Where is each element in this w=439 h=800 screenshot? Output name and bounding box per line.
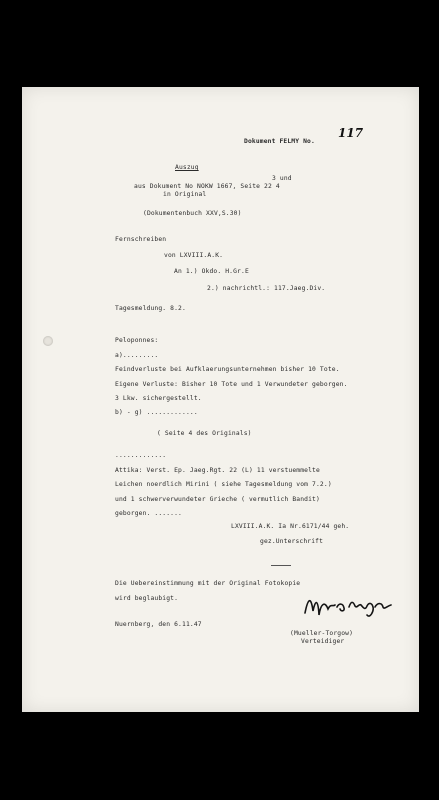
wounded-line: und 1 schwerverwundeter Grieche ( vermutlich Bandit) — [115, 496, 320, 503]
enemy-losses-line: Feindverluste bei Aufklaerungsunternehmen bisher 10 Tote. — [115, 366, 340, 373]
document-label: Dokument FELMY No. — [244, 138, 315, 145]
punch-hole — [43, 336, 53, 346]
handwritten-document-number: 117 — [338, 126, 364, 140]
original-line: in Original — [163, 191, 207, 198]
certification-line-1: Die Uebereinstimmung mit der Original Fotokopie — [115, 580, 301, 587]
item-a-line: a)......... — [115, 352, 159, 359]
own-losses-line: Eigene Verluste: Bisher 10 Tote und 1 Verwundeter geborgen. — [115, 381, 348, 388]
sender-line: von LXVIII.A.K. — [164, 252, 224, 259]
signature-note: gez.Unterschrift — [260, 538, 324, 545]
page-extra-note: 3 und — [272, 175, 292, 182]
copy-recipient-line: 2.) nachrichtl.: 117.Jaeg.Div. — [207, 285, 326, 292]
peloponnes-heading: Peloponnes: — [115, 337, 159, 344]
recovered-line: geborgen. ....... — [115, 510, 182, 517]
dokumentenbuch-line: (Dokumentenbuch XXV,S.30) — [143, 210, 242, 217]
place-date-line: Nuernberg, den 6.11.47 — [115, 621, 202, 628]
fernschreiben-label: Fernschreiben — [115, 236, 167, 243]
source-line: aus Dokument No NOKW 1667, Seite 22 4 — [134, 183, 280, 190]
reference-line: LXVIII.A.K. Ia Nr.6171/44 geh. — [231, 523, 350, 530]
corpses-line: Leichen noerdlich Mirini ( siehe Tagesmeldung vom 7.2.) — [115, 481, 332, 488]
document-title: Auszug — [175, 164, 199, 171]
certification-line-2: wird beglaubigt. — [115, 595, 179, 602]
original-page-note: ( Seite 4 des Originals) — [157, 430, 252, 437]
items-b-g-line: b) - g) ............. — [115, 409, 198, 416]
handwritten-signature — [303, 593, 395, 623]
signer-name: (Mueller-Torgow) — [290, 630, 354, 637]
recipient-line: An 1.) Okdo. H.Gr.E — [174, 268, 249, 275]
attika-line: Attika: Verst. Ep. Jaeg.Rgt. 22 (L) 11 verstuemmelte — [115, 467, 320, 474]
trucks-line: 3 Lkw. sichergestellt. — [115, 395, 202, 402]
dots-separator: ............. — [115, 452, 167, 459]
tagesmeldung-line: Tagesmeldung. 8.2. — [115, 305, 186, 312]
signer-role: Verteidiger — [301, 638, 345, 645]
